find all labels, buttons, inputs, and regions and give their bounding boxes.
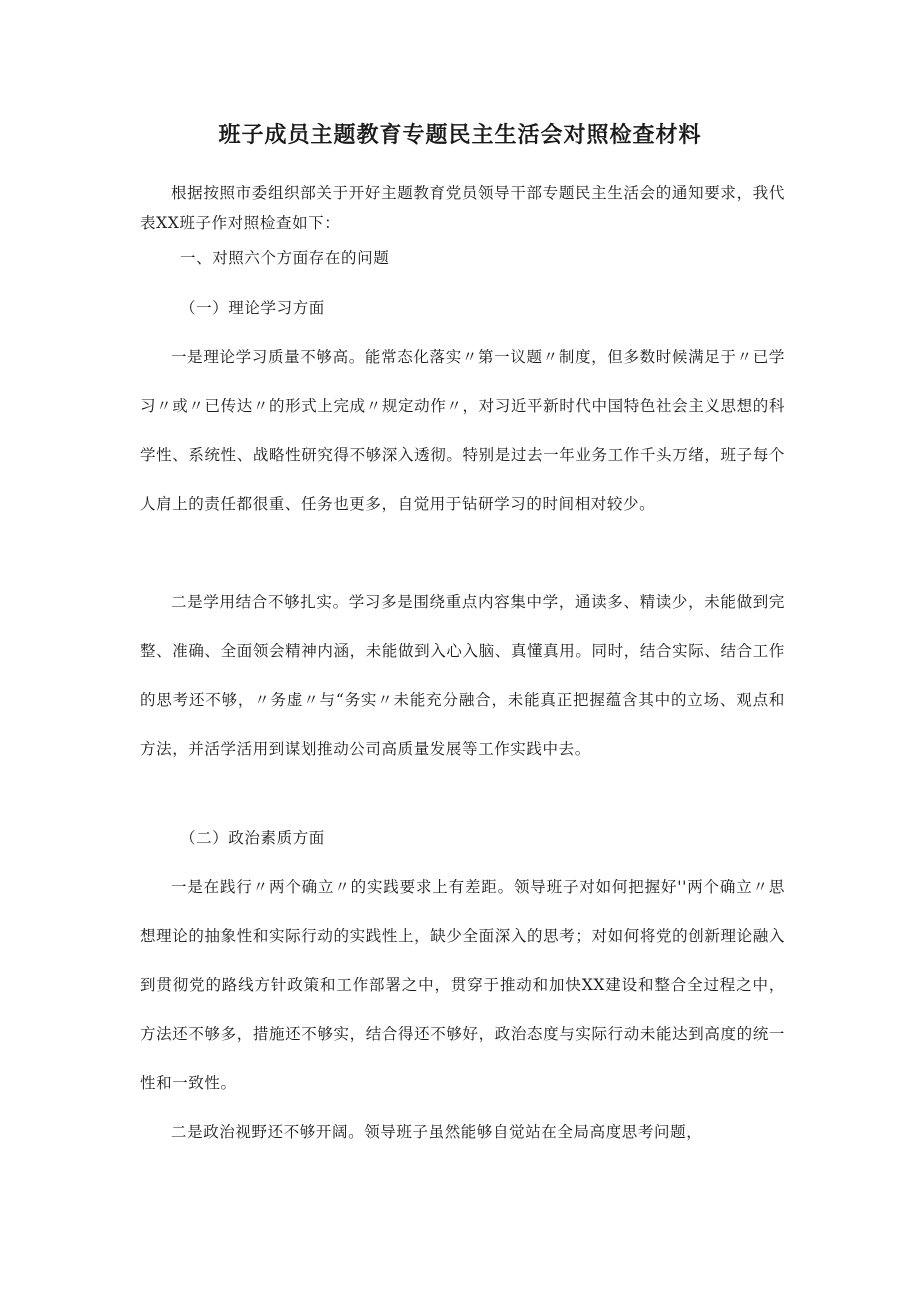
subsection-heading-theory-study: （一）理论学习方面 [180, 299, 325, 317]
intro-paragraph: 根据按照市委组织部关于开好主题教育党员领导干部专题民主生活会的通知要求，我代表XX班子作对照检查如下： [140, 184, 785, 232]
document-title: 班子成员主题教育专题民主生活会对照检查材料 [218, 123, 702, 148]
subsection-heading-political-quality: （二）政治素质方面 [180, 829, 325, 847]
paragraph-two-establishments: 一是在践行〃两个确立〃的实践要求上有差距。领导班子对如何把握好''两个确立〃思想理论的抽象性和实际行动的实践性上，缺少全面深入的思考；对如何将党的创新理论融入到贯彻党的路线方针政策和工作部署之中，贯穿于推动和加快XX建设和整合全过程之中，方法还不够多，措施还不够实，结合得还不够好，政治态度与实际行动未能达到高度的统一性和一致性。 [140, 878, 785, 1092]
paragraph-theory-quality: 一是理论学习质量不够高。能常态化落实〃第一议题〃制度，但多数时候满足于〃已学习〃或〃已传达〃的形式上完成〃规定动作〃，对习近平新时代中国特色社会主义思想的科学性、系统性、战略性研究得不够深入透彻。特别是过去一年业务工作千头万绪，班子每个人肩上的责任都很重、任务也更多，自觉用于钻研学习的时间相对较少。 [140, 348, 785, 513]
paragraph-political-vision: 二是政治视野还不够开阔。领导班子虽然能够自觉站在全局高度思考问题， [171, 1123, 703, 1141]
section-heading-problems: 一、对照六个方面存在的问题 [180, 249, 390, 267]
paragraph-study-application: 二是学用结合不够扎实。学习多是围绕重点内容集中学，通读多、精读少，未能做到完整、准确、全面领会精神内涵，未能做到入心入脑、真懂真用。同时，结合实际、结合工作的思考还不够，〃务虚〃与“务实〃未能充分融合，未能真正把握蕴含其中的立场、观点和方法，并活学活用到谋划推动公司高质量发展等工作实践中去。 [140, 593, 785, 758]
